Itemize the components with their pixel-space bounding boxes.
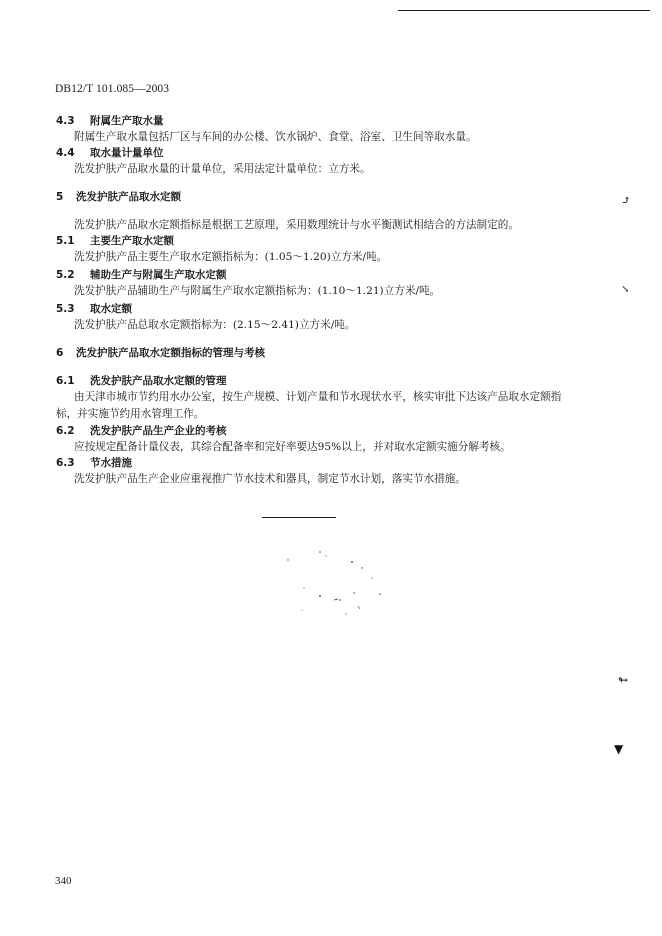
section-title: 洗发护肤产品取水定额的管理 xyxy=(90,375,227,387)
section-text: 应按规定配备计量仪表，其综合配备率和完好率要达95%以上，并对取水定额实施分解考核。 xyxy=(74,441,511,453)
section-number: 6.2 xyxy=(56,425,75,437)
scan-mark: ▼ xyxy=(614,742,624,756)
section-heading xyxy=(56,145,596,161)
section-heading xyxy=(56,423,596,439)
section-number: 5.1 xyxy=(56,235,75,247)
document-body xyxy=(56,113,596,487)
scan-mark: ↬ xyxy=(618,673,629,687)
section-title: 辅助生产与附属生产取水定额 xyxy=(90,269,227,281)
header-rule xyxy=(398,10,650,11)
scan-specks xyxy=(282,548,392,628)
section-title: 主要生产取水定额 xyxy=(90,235,174,247)
section-title: 附属生产取水量 xyxy=(90,115,164,127)
section-text: 附属生产取水量包括厂区与车间的办公楼、饮水锅炉、食堂、浴室、卫生间等取水量。 xyxy=(74,131,477,143)
page-number: 340 xyxy=(55,875,72,887)
section-title: 取水定额 xyxy=(90,303,132,315)
section-number: 4.3 xyxy=(56,115,75,127)
section-heading xyxy=(56,455,596,471)
section-heading xyxy=(56,233,596,249)
section-title: 洗发护肤产品取水定额 xyxy=(76,191,181,203)
section-heading xyxy=(56,345,596,361)
section-title: 洗发护肤产品取水定额指标的管理与考核 xyxy=(76,347,265,359)
document-code: DB12/T 101.085—2003 xyxy=(55,83,170,95)
section-text: 洗发护肤产品取水量的计量单位，采用法定计量单位：立方米。 xyxy=(74,163,371,175)
scan-mark: ↘ xyxy=(621,284,630,295)
section-number: 4.4 xyxy=(56,147,75,159)
section-text: 由天津市城市节约用水办公室，按生产规模、计划产量和节水现状水平，核实审批下达该产品取水定额指标，并实施节约用水管理工作。 xyxy=(56,391,562,420)
section-heading xyxy=(56,301,596,317)
section-number: 6.3 xyxy=(56,457,75,469)
section-text: 洗发护肤产品取水定额指标是根据工艺原理，采用数理统计与水平衡测试相结合的方法制定的。 xyxy=(74,219,519,231)
section-heading xyxy=(56,113,596,129)
section-number: 6 xyxy=(56,347,64,359)
scan-mark: ⤴ xyxy=(621,193,632,207)
section-text: 洗发护肤产品主要生产取水定额指标为：(1.05～1.20)立方米/吨。 xyxy=(74,251,388,263)
section-text: 洗发护肤产品总取水定额指标为：(2.15～2.41)立方米/吨。 xyxy=(74,319,356,331)
section-number: 6.1 xyxy=(56,375,75,387)
section-heading xyxy=(56,373,596,389)
section-title: 取水量计量单位 xyxy=(90,147,164,159)
section-title: 节水措施 xyxy=(90,457,132,469)
section-text: 洗发护肤产品生产企业应重视推广节水技术和器具，制定节水计划，落实节水措施。 xyxy=(74,473,466,485)
section-number: 5.3 xyxy=(56,303,75,315)
section-heading xyxy=(56,267,596,283)
section-text: 洗发护肤产品辅助生产与附属生产取水定额指标为：(1.10～1.21)立方米/吨。 xyxy=(74,285,441,297)
end-rule xyxy=(262,517,336,518)
section-heading xyxy=(56,189,596,205)
section-title: 洗发护肤产品生产企业的考核 xyxy=(90,425,227,437)
section-number: 5 xyxy=(56,191,64,203)
section-number: 5.2 xyxy=(56,269,75,281)
